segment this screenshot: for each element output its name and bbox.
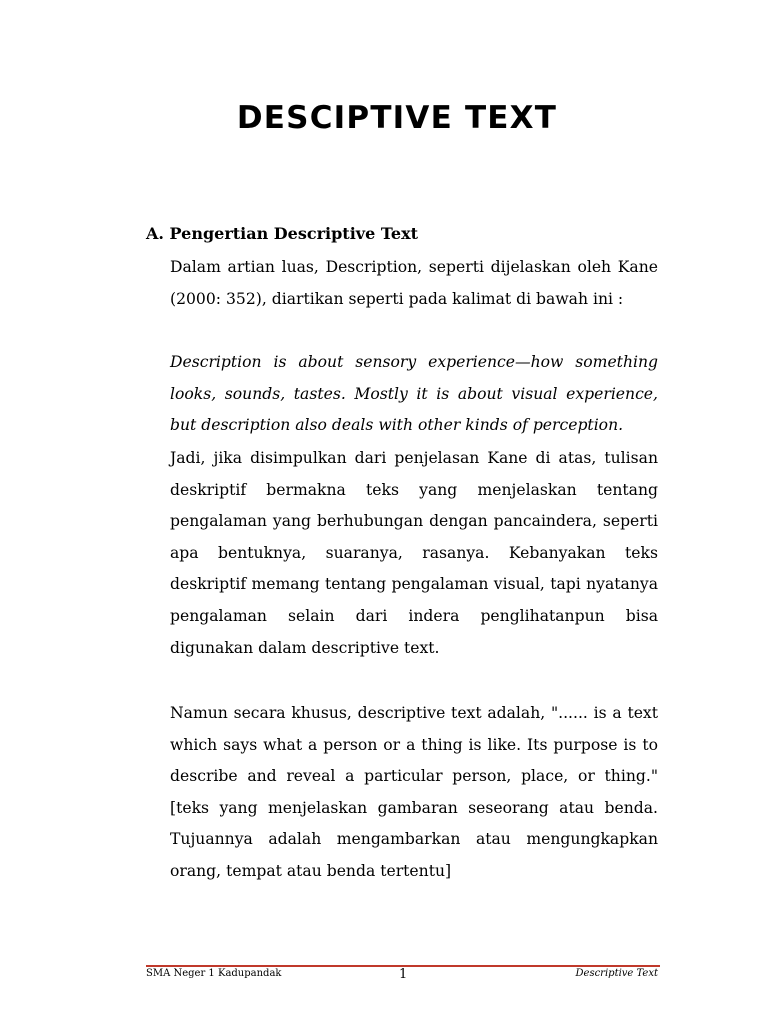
paragraph-quote: Description is about sensory experience—how something looks, sounds, tastes. Mostly it is about visual experience, but description also deals with other kinds of perception. <box>170 353 658 435</box>
paragraph-specific: Namun secara khusus, descriptive text adalah, "...... is a text which says what a person or a thing is like. Its purpose is to describe and reveal a particular person, place, or thing." [teks yang menjelaskan gambaran seseorang atau benda. Tujuannya adalah mengambarkan atau mengungkapkan orang, tempat atau benda tertentu] <box>170 704 658 880</box>
paragraph-intro: Dalam artian luas, Description, seperti dijelaskan oleh Kane (2000: 352), diartikan seperti pada kalimat di bawah ini : <box>170 258 658 308</box>
footer-page-number: 1 <box>399 967 408 982</box>
document-title: DESCIPTIVE TEXT <box>236 100 558 136</box>
footer-document-label: Descriptive Text <box>575 968 658 979</box>
footer-school-name: SMA Neger 1 Kadupandak <box>146 968 282 979</box>
paragraph-conclusion: Jadi, jika disimpulkan dari penjelasan Kane di atas, tulisan deskriptif bermakna teks yang menjelaskan tentang pengalaman yang berhubungan dengan pancaindera, seperti apa bentuknya, suaranya, rasanya. Kebanyakan teks deskriptif memang tentang pengalaman visual, tapi nyatanya pengalaman selain dari indera penglihatanpun bisa digunakan dalam descriptive text. <box>170 449 658 657</box>
section-heading: A. Pengertian Descriptive Text <box>146 224 418 243</box>
